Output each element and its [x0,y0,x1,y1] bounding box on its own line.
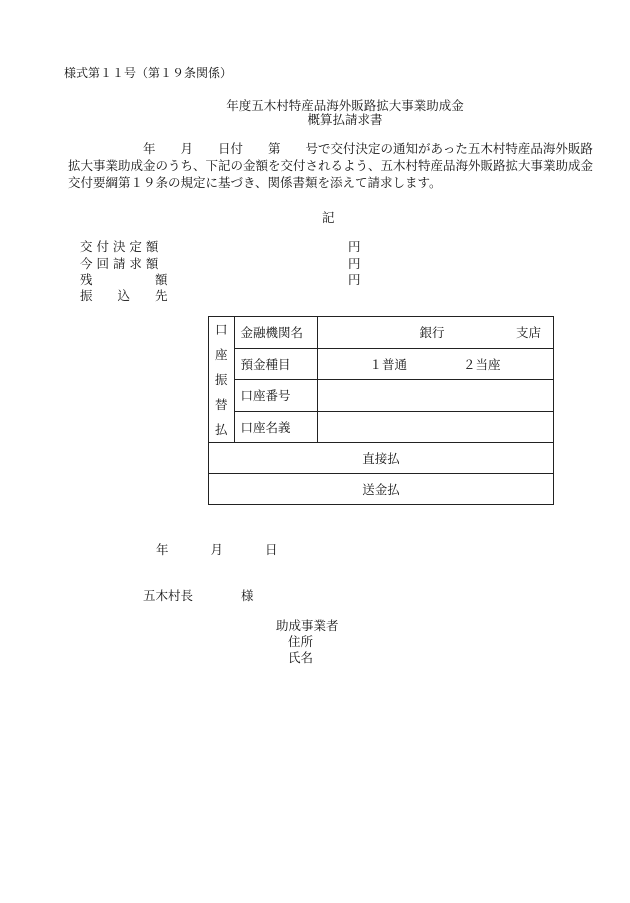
date-line [156,540,316,558]
date-month: 月 [210,542,224,557]
date-day: 日 [265,542,278,557]
account-transfer-vertical-label: 口 座 振 替 払 [209,317,235,443]
direct-payment-option[interactable]: 直接払 [209,443,554,474]
form-number-label: 様式第１１号（第１９条関係） [64,66,233,80]
remittance-payment-option[interactable]: 送金払 [209,474,554,505]
amount-unit: 円 [348,272,361,287]
account-holder-label: 口座名義 [234,411,317,443]
account-number-label: 口座番号 [234,380,317,412]
ki-heading: 記 [322,210,335,225]
amount-unit: 円 [348,239,361,254]
account-table [208,316,554,505]
deposit-type-current: ２当座 [463,356,501,372]
document-title: 年度五木村特産品海外販路拡大事業助成金 [226,98,464,113]
applicant-name-label: 氏名 [288,650,314,665]
addressee-name: 五木村長 [143,588,194,603]
account-holder-field[interactable] [317,411,553,443]
account-number-field[interactable] [317,380,553,412]
bank-name-field[interactable] [317,317,553,349]
addressee-honorific: 様 [241,588,254,603]
amount-label: 今 回 請 求 額 [80,256,159,271]
document-subtitle: 概算払請求書 [307,112,383,127]
amount-label: 交 付 決 定 額 [80,239,159,254]
amount-row-transfer [80,286,195,304]
addressee-line [143,586,254,604]
amount-label: 振 込 先 [80,288,168,303]
request-statement: 年 月 日付 第 号で交付決定の通知があった五木村特産品海外販路拡大事業助成金のうち、下記の金額を交付されるよう、五木村特産品海外販路拡大事業助成金交付要綱第１９条の規定に基づき、関係書類を添えて請求します。 [68,141,594,190]
applicant-address-label: 住所 [288,634,314,649]
amount-label: 残 額 [80,272,168,287]
amount-unit: 円 [348,256,361,271]
bank-suffix: 銀行 [419,325,445,341]
date-year: 年 [156,542,169,557]
branch-suffix: 支店 [515,325,541,341]
applicant-title: 助成事業者 [276,618,339,633]
deposit-type-field[interactable] [317,348,553,380]
deposit-type-label: 預金種目 [234,348,317,380]
deposit-type-ordinary: １普通 [369,356,408,372]
bank-name-label: 金融機関名 [234,317,317,349]
amount-row-decided [80,237,195,255]
